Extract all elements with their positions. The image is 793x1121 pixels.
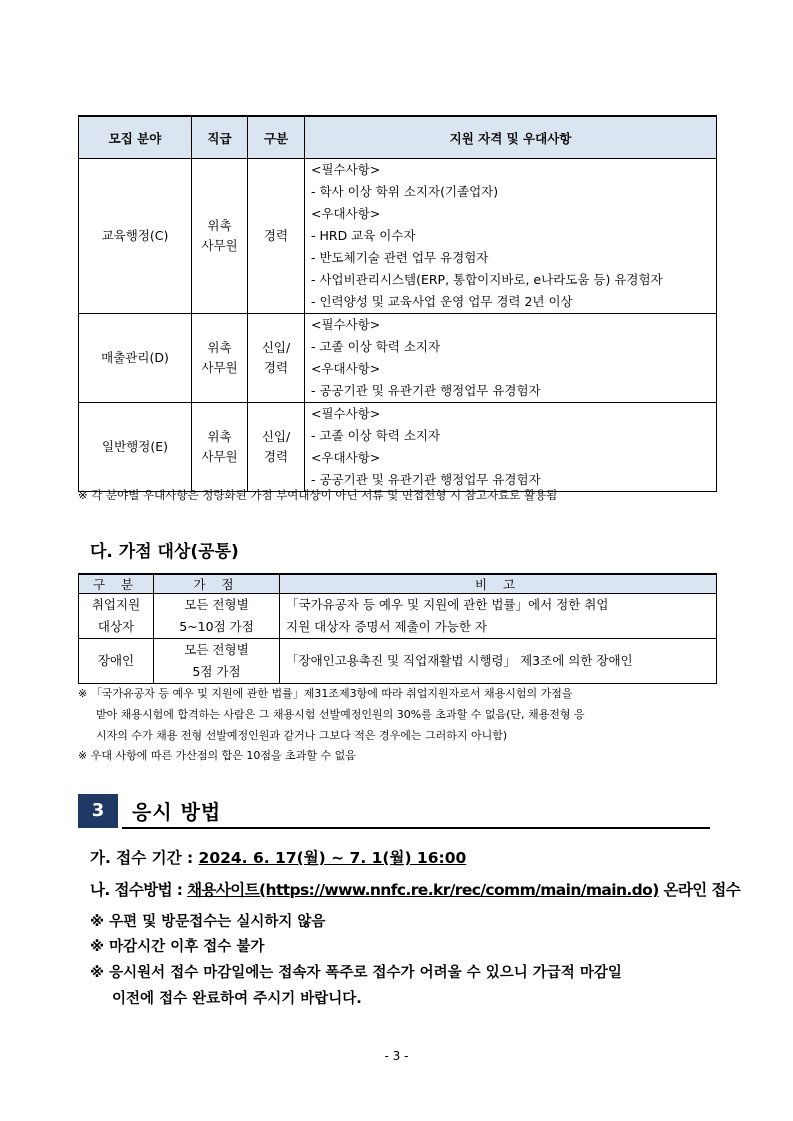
section-d-title: 다. 가점 대상(공통) [90,542,239,562]
bonus-note: ※ 우대 사항에 따른 가산점의 합은 10점을 초과할 수 없음 [78,749,356,762]
table-row [79,594,717,639]
header-type: 구분 [248,116,305,159]
qualification-cell: <필수사항> - 고졸 이상 학력 소지자 <우대사항> - 공공기관 및 유관기관 행정업무 유경험자 [305,403,717,492]
section-number-badge: 3 [78,794,118,828]
table-header-row [79,116,717,159]
category-cell: 장애인 [79,639,154,684]
header-category: 구 분 [79,574,154,594]
type-cell: 신입/ 경력 [248,314,305,403]
rank-cell: 위촉 사무원 [192,403,248,492]
rank-cell: 위촉 사무원 [192,314,248,403]
section-title: 응시 방법 [132,800,222,824]
bonus-note: 받아 채용시험에 합격하는 사람은 그 채용시험 선발예정인원의 30%를 초과할 수 없음(단, 채용전형 응 [96,708,585,721]
bonus-note: ※ 「국가유공자 등 예우 및 지원에 관한 법률」제31조제3항에 따라 취업지원자로서 채용시험의 가점을 [78,687,573,700]
bonus-points-table [78,573,717,684]
period-value: 2024. 6. 17(월) ~ 7. 1(월) 16:00 [198,849,467,867]
type-cell: 신입/ 경력 [248,403,305,492]
section-underline [122,827,710,829]
bonus-note: 시자의 수가 채용 전형 선발예정인원과 같거나 그보다 적은 경우에는 그러하지 아니함) [96,729,508,742]
table1-note: ※ 각 분야별 우대사항은 정량화된 가점 부여대상이 아닌 서류 및 면접전형 시 참고자료로 활용됨 [78,488,558,502]
category-cell: 취업지원 대상자 [79,594,154,639]
table-row [79,403,717,492]
header-remark: 비 고 [280,574,717,594]
remark-cell: 「국가유공자 등 예우 및 지원에 관한 법률」에서 정한 취업 지원 대상자 증명서 제출이 가능한 자 [280,594,717,639]
points-cell: 모든 전형별 5~10점 가점 [154,594,280,639]
table-row [79,639,717,684]
qualification-cell: <필수사항> - 학사 이상 학위 소지자(기졸업자) <우대사항> - HRD 교육 이수자 - 반도체기술 관련 업무 유경험자 - 사업비관리시스템(ERP, 통합이지바로, e나라도움 등) 유경험자 - 인력양성 및 교육사업 운영 업무 경력 2년 이상 [305,159,717,314]
page-number: - 3 - [384,1049,409,1063]
method-note: ※ 응시원서 접수 마감일에는 접속자 폭주로 접수가 어려울 수 있으니 가급적 마감일 [90,965,622,981]
table-row [79,314,717,403]
recruitment-qualification-table [78,115,717,492]
remark-cell: 「장애인고용촉진 및 직업재활법 시행령」 제3조에 의한 장애인 [280,639,717,684]
points-cell: 모든 전형별 5점 가점 [154,639,280,684]
application-period: 가. 접수 기간 : 2024. 6. 17(월) ~ 7. 1(월) 16:00 [90,849,467,867]
field-cell: 매출관리(D) [79,314,192,403]
application-method: 나. 접수방법 : 채용사이트(https://www.nnfc.re.kr/rec/comm/main/main.do) 온라인 접수 [90,881,741,899]
qualification-cell: <필수사항> - 고졸 이상 학력 소지자 <우대사항> - 공공기관 및 유관기관 행정업무 유경험자 [305,314,717,403]
recruitment-site-link[interactable]: 채용사이트(https://www.nnfc.re.kr/rec/comm/main/main.do) [187,881,659,899]
header-qualifications: 지원 자격 및 우대사항 [305,116,717,159]
table-row [79,159,717,314]
field-cell: 교육행정(C) [79,159,192,314]
header-rank: 직급 [192,116,248,159]
method-note: ※ 우편 및 방문접수는 실시하지 않음 [90,914,326,930]
method-note: 이전에 접수 완료하여 주시기 바랍니다. [112,991,362,1007]
table-header-row [79,574,717,594]
header-points: 가 점 [154,574,280,594]
rank-cell: 위촉 사무원 [192,159,248,314]
type-cell: 경력 [248,159,305,314]
header-field: 모집 분야 [79,116,192,159]
field-cell: 일반행정(E) [79,403,192,492]
method-note: ※ 마감시간 이후 접수 불가 [90,939,265,955]
